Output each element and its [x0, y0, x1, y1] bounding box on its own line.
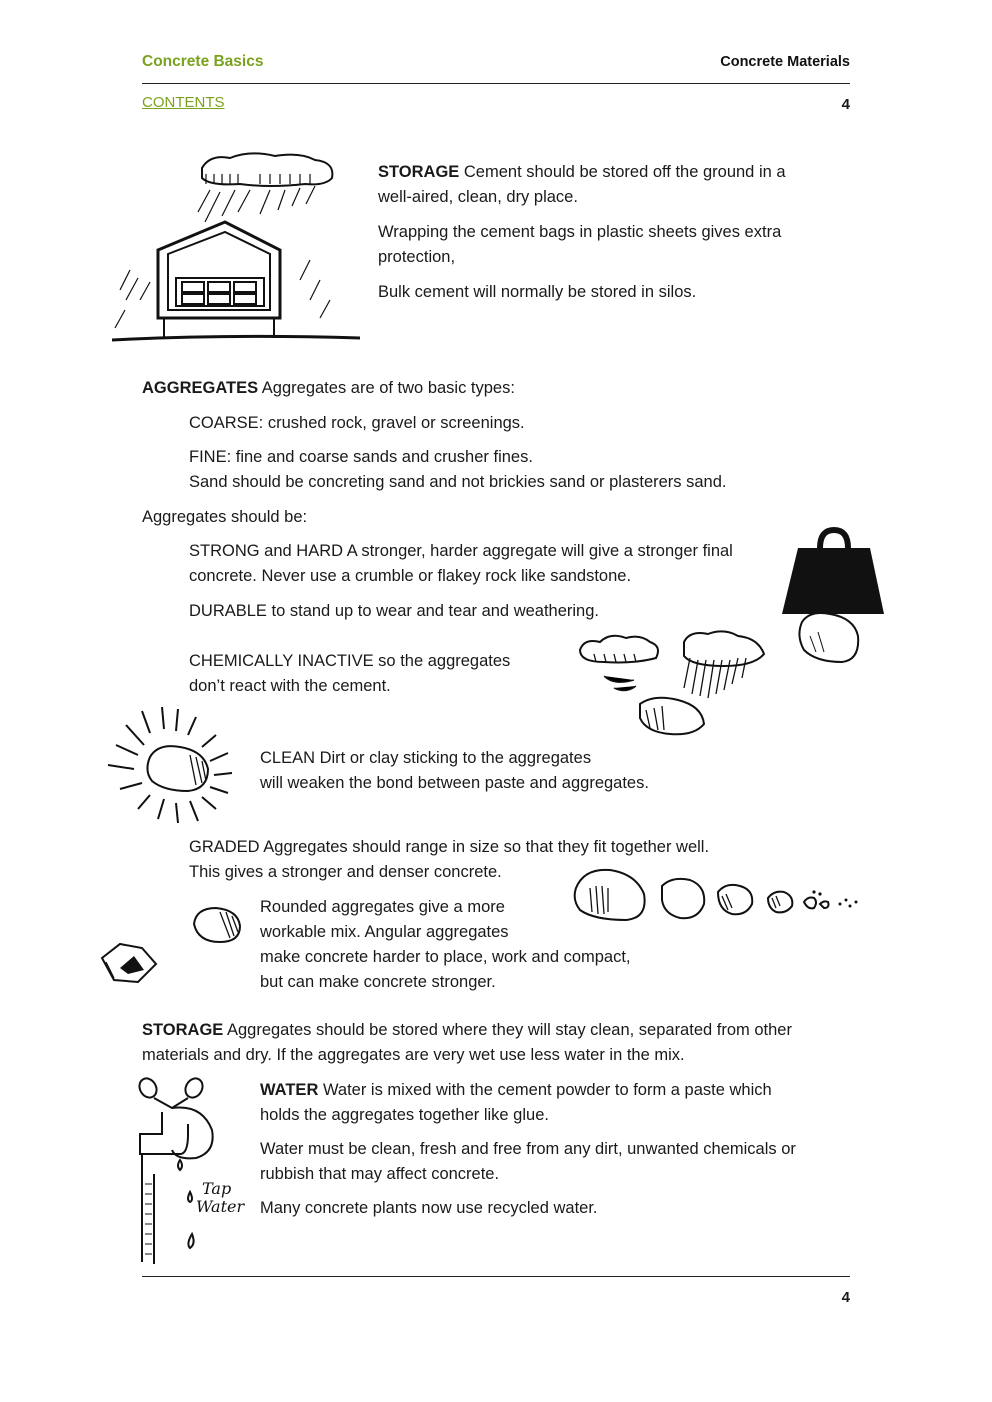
page-number-bottom: 4: [841, 1289, 850, 1306]
header-divider: [142, 83, 850, 84]
strong-line1: STRONG and HARD A stronger, harder aggregate will give a stronger final: [189, 542, 733, 560]
cement-storage-para2: [378, 220, 848, 270]
tap-label: Tap: [202, 1179, 232, 1198]
cement-storage-heading: STORAGE: [378, 163, 460, 181]
aggregates-intro-text: Aggregates are of two basic types:: [258, 379, 515, 397]
aggregate-storage-heading: STORAGE: [142, 1021, 224, 1039]
aggregates-intro: [142, 376, 515, 401]
aggregates-should-be: Aggregates should be:: [142, 508, 308, 526]
aggregate-storage: [142, 1018, 852, 1068]
cement-storage-line1: Cement should be stored off the ground in a: [459, 163, 786, 181]
graded-line2: This gives a stronger and denser concrete.: [189, 863, 502, 881]
cement-storage-para1: [378, 160, 848, 210]
aggregate-storage-line2: materials and dry. If the aggregates are very wet use less water in the mix.: [142, 1046, 685, 1064]
document-title: Concrete Basics: [142, 53, 264, 70]
cement-storage-para2-line2: protection,: [378, 248, 456, 266]
page-number-top: 4: [841, 96, 850, 113]
cement-storage-para2-line1: Wrapping the cement bags in plastic sheets gives extra: [378, 223, 782, 241]
aggregates-durable: DURABLE to stand up to wear and tear and weathering.: [189, 602, 599, 620]
water-section: [260, 1078, 850, 1221]
clean-line2: will weaken the bond between paste and aggregates.: [260, 774, 649, 792]
water-para2: [260, 1137, 850, 1187]
aggregates-chemical: [189, 649, 510, 699]
water-para2-line1: Water must be clean, fresh and free from any dirt, unwanted chemicals or: [260, 1140, 796, 1158]
clean-line1: CLEAN Dirt or clay sticking to the aggregates: [260, 749, 592, 767]
fine-line1: FINE: fine and coarse sands and crusher fines.: [189, 448, 533, 466]
chem-line1: CHEMICALLY INACTIVE so the aggregates: [189, 652, 511, 670]
water-para3: Many concrete plants now use recycled water.: [260, 1199, 598, 1217]
weight-on-rock-illustration: [780, 526, 888, 666]
chem-line2: don’t react with the cement.: [189, 677, 391, 695]
aggregate-storage-line1: Aggregates should be stored where they will stay clean, separated from other: [223, 1021, 792, 1039]
water-heading: WATER: [260, 1081, 319, 1099]
water-line2: holds the aggregates together like glue.: [260, 1106, 549, 1124]
rounded-line1: Rounded aggregates give a more: [260, 898, 505, 916]
clean-rock-sun-illustration: [104, 705, 249, 825]
water-para2-line2: rubbish that may affect concrete.: [260, 1165, 500, 1183]
storage-shed-illustration: [110, 150, 365, 345]
aggregates-fine: [189, 445, 727, 495]
cement-storage-para3: Bulk cement will normally be stored in silos.: [378, 283, 697, 301]
aggregates-heading: AGGREGATES: [142, 379, 259, 397]
rounded-rock-illustration: [190, 904, 246, 946]
aggregates-clean: [260, 746, 649, 796]
graded-line1: GRADED Aggregates should range in size so that they fit together well.: [189, 838, 710, 856]
aggregates-rounded: [260, 895, 631, 995]
section-title: Concrete Materials: [720, 54, 850, 70]
water-label: Water: [196, 1197, 245, 1216]
weathering-clouds-illustration: [574, 628, 774, 738]
fine-line2: Sand should be concreting sand and not brickies sand or plasterers sand.: [189, 473, 727, 491]
footer-divider: [142, 1276, 850, 1277]
strong-line2: concrete. Never use a crumble or flakey rock like sandstone.: [189, 567, 632, 585]
aggregates-strong: [189, 539, 733, 589]
angular-rock-illustration: [98, 940, 160, 986]
water-line1: Water is mixed with the cement powder to form a paste which: [318, 1081, 772, 1099]
rounded-line4: but can make concrete stronger.: [260, 973, 496, 991]
tap-water-illustration: [132, 1074, 248, 1268]
water-para1: [260, 1078, 850, 1128]
aggregates-coarse: COARSE: crushed rock, gravel or screenings.: [189, 414, 525, 432]
cement-storage-line2: well-aired, clean, dry place.: [378, 188, 578, 206]
cement-storage-section: [378, 160, 848, 305]
contents-link[interactable]: CONTENTS: [142, 94, 225, 111]
rounded-line3: make concrete harder to place, work and compact,: [260, 948, 631, 966]
rounded-line2: workable mix. Angular aggregates: [260, 923, 509, 941]
